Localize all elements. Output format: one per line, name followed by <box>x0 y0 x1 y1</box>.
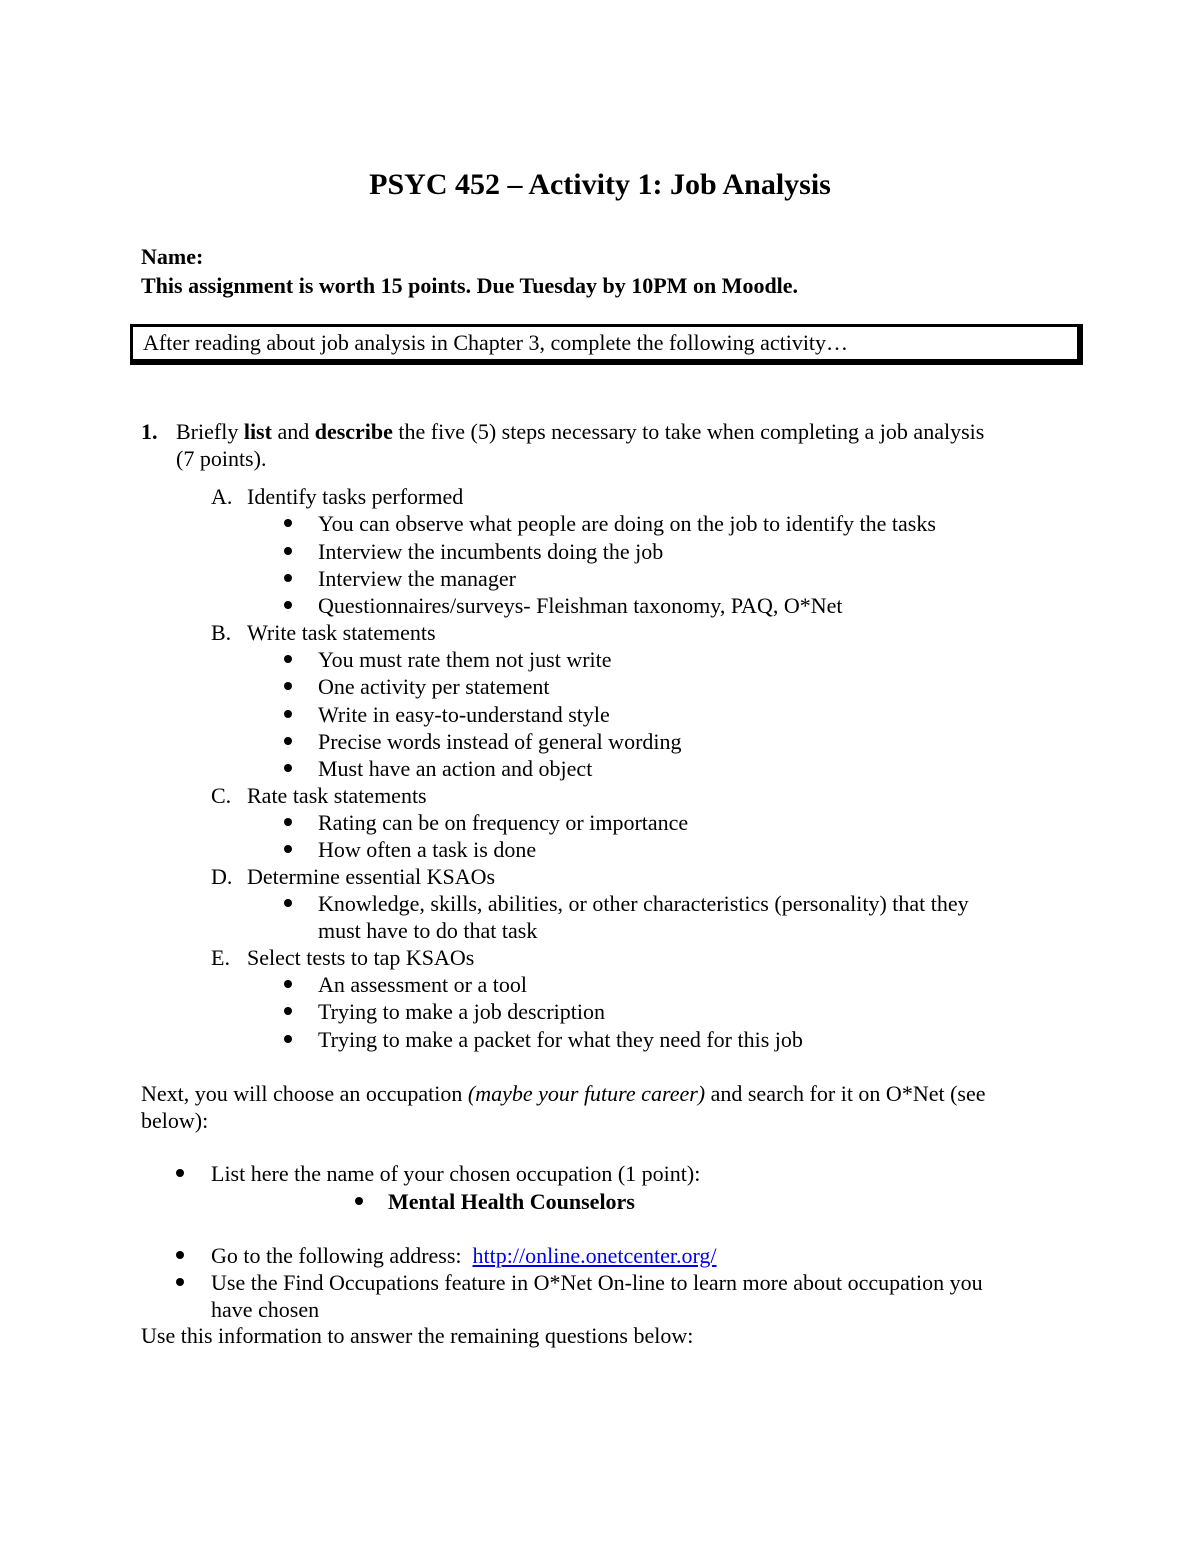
q1-text-after: the five (5) steps necessary to take when completing a job analysis <box>392 419 985 444</box>
step-letter: E. <box>211 945 230 970</box>
list-item: Trying to make a packet for what they need for this job <box>318 1027 803 1052</box>
find-line2: have chosen <box>211 1297 320 1322</box>
step-label: Determine essential KSAOs <box>247 864 496 889</box>
list-item: Questionnaires/surveys- Fleishman taxonomy, PAQ, O*Net <box>318 593 843 618</box>
next-text-before: Next, you will choose an occupation <box>141 1081 468 1106</box>
bullet-icon <box>284 547 292 555</box>
bullet-icon <box>355 1197 363 1205</box>
next-paragraph <box>141 1080 986 1107</box>
bullet-icon <box>284 710 292 718</box>
step-label: Identify tasks performed <box>247 484 464 509</box>
step-letter: B. <box>211 620 232 645</box>
bullet-icon <box>284 601 292 609</box>
bullet-icon <box>284 899 292 907</box>
bullet-icon <box>284 655 292 663</box>
bullet-icon <box>284 737 292 745</box>
find-line1: Use the Find Occupations feature in O*Net On-line to learn more about occupation you <box>211 1270 983 1295</box>
list-item: An assessment or a tool <box>318 972 527 997</box>
name-label: Name: <box>141 244 204 269</box>
q1-bold-list: list <box>243 419 272 444</box>
step-letter: D. <box>211 864 233 889</box>
bullet-icon <box>176 1278 184 1286</box>
step-letter: C. <box>211 783 232 808</box>
q1-text-mid: and <box>271 419 315 444</box>
list-item: You can observe what people are doing on the job to identify the tasks <box>318 511 936 536</box>
instruction-callout: After reading about job analysis in Chapter 3, complete the following activity… <box>130 324 1083 365</box>
bullet-icon <box>284 574 292 582</box>
assignment-note: This assignment is worth 15 points. Due Tuesday by 10PM on Moodle. <box>141 273 799 298</box>
step-label: Write task statements <box>247 620 436 645</box>
q1-bold-describe: describe <box>314 419 393 444</box>
list-item-continuation: must have to do that task <box>318 918 538 943</box>
list-item: Trying to make a job description <box>318 999 605 1024</box>
question-1-points: (7 points). <box>176 446 267 471</box>
question-number: 1. <box>141 419 158 444</box>
list-item: Knowledge, skills, abilities, or other characteristics (personality) that they <box>318 891 969 916</box>
bullet-icon <box>176 1251 184 1259</box>
step-label: Select tests to tap KSAOs <box>247 945 475 970</box>
step-letter: A. <box>211 484 233 509</box>
goto-line <box>211 1242 717 1269</box>
occupation-prompt: List here the name of your chosen occupation (1 point): <box>211 1161 701 1186</box>
bullet-icon <box>176 1169 184 1177</box>
q1-text-before: Briefly <box>176 419 244 444</box>
bullet-icon <box>284 682 292 690</box>
list-item: Must have an action and object <box>318 756 593 781</box>
next-text-after: and search for it on O*Net (see <box>705 1081 986 1106</box>
list-item: One activity per statement <box>318 674 550 699</box>
list-item: Precise words instead of general wording <box>318 729 682 754</box>
list-item: Interview the manager <box>318 566 516 591</box>
bullet-icon <box>284 519 292 527</box>
bullet-icon <box>284 764 292 772</box>
question-1-text <box>176 418 984 445</box>
next-paragraph-line2: below): <box>141 1108 209 1133</box>
page-title: PSYC 452 – Activity 1: Job Analysis <box>369 168 831 201</box>
goto-text: Go to the following address: <box>211 1243 473 1268</box>
next-italic: (maybe your future career) <box>467 1081 706 1106</box>
bullet-icon <box>284 1007 292 1015</box>
bullet-icon <box>284 845 292 853</box>
onet-link[interactable]: http://online.onetcenter.org/ <box>472 1243 717 1268</box>
list-item: How often a task is done <box>318 837 537 862</box>
occupation-answer: Mental Health Counselors <box>388 1189 635 1214</box>
step-label: Rate task statements <box>247 783 427 808</box>
list-item: Rating can be on frequency or importance <box>318 810 689 835</box>
bullet-icon <box>284 1035 292 1043</box>
list-item: Write in easy-to-understand style <box>318 702 610 727</box>
closing-text: Use this information to answer the remaining questions below: <box>141 1323 694 1348</box>
list-item: Interview the incumbents doing the job <box>318 539 664 564</box>
bullet-icon <box>284 980 292 988</box>
list-item: You must rate them not just write <box>318 647 612 672</box>
bullet-icon <box>284 818 292 826</box>
